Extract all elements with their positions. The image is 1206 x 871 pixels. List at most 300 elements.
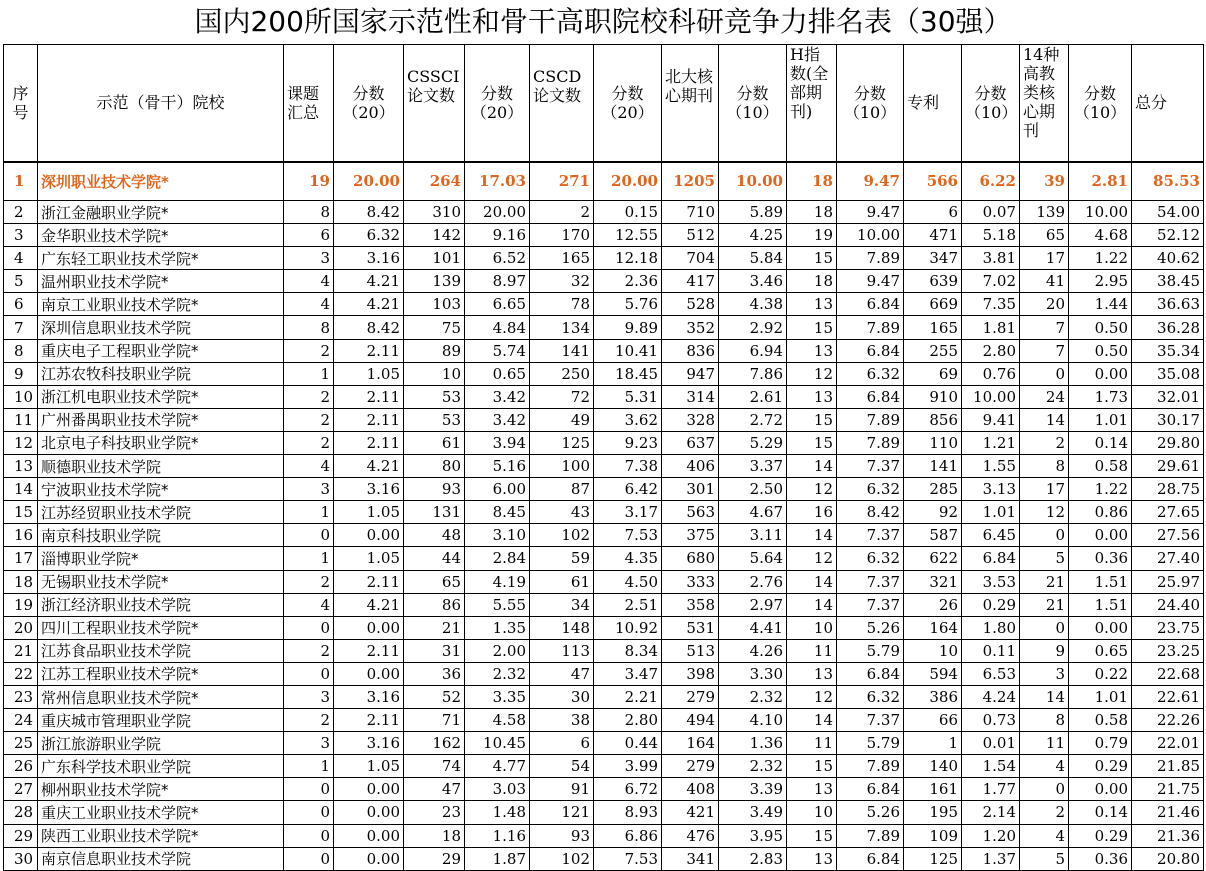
cell-projects-score: 8.42 [334,316,404,339]
cell-rank: 22 [4,662,38,685]
cell-rank: 29 [4,824,38,847]
cell-pku-core-score: 4.41 [719,616,787,639]
cell-h-index: 16 [787,501,837,524]
header-patents: 专利 [904,45,962,162]
cell-higher-ed-score: 4.68 [1069,224,1132,247]
cell-projects-score: 4.21 [334,455,404,478]
cell-projects: 0 [284,662,334,685]
cell-total: 27.65 [1132,501,1204,524]
cell-pku-core-score: 1.36 [719,732,787,755]
cell-h-index: 13 [787,385,837,408]
cell-patents: 109 [904,824,962,847]
cell-projects: 1 [284,501,334,524]
cell-patents: 669 [904,293,962,316]
cell-patents-score: 4.24 [962,685,1020,708]
cell-higher-ed-score: 10.00 [1069,201,1132,224]
cell-cscd: 59 [530,547,594,570]
table-row [4,201,1204,224]
cell-rank: 4 [4,247,38,270]
cell-pku-core: 1205 [662,162,719,201]
cell-school: 江苏经贸职业技术学院 [38,501,284,524]
cell-cssci-score: 0.65 [465,362,530,385]
cell-patents: 140 [904,755,962,778]
cell-cscd: 87 [530,478,594,501]
cell-h-index: 12 [787,478,837,501]
cell-pku-core: 947 [662,362,719,385]
cell-patents-score: 1.20 [962,824,1020,847]
cell-total: 21.85 [1132,755,1204,778]
table-row [4,316,1204,339]
cell-h-index-score: 9.47 [837,201,904,224]
cell-cssci-score: 9.16 [465,224,530,247]
cell-projects-score: 0.00 [334,778,404,801]
header-cscd: CSCD论文数 [530,45,594,162]
cell-projects: 2 [284,639,334,662]
cell-cscd-score: 4.35 [594,547,662,570]
cell-h-index: 11 [787,639,837,662]
cell-higher-ed-score: 0.36 [1069,847,1132,870]
table-row [4,662,1204,685]
cell-higher-ed-score: 2.81 [1069,162,1132,201]
cell-pku-core-score: 4.26 [719,639,787,662]
cell-cscd: 32 [530,270,594,293]
cell-h-index: 13 [787,662,837,685]
cell-patents-score: 1.01 [962,501,1020,524]
table-row [4,801,1204,824]
cell-h-index-score: 7.89 [837,247,904,270]
cell-patents: 347 [904,247,962,270]
cell-cscd: 121 [530,801,594,824]
cell-cssci: 36 [404,662,465,685]
cell-h-index: 13 [787,293,837,316]
cell-cscd-score: 9.23 [594,431,662,454]
cell-pku-core: 408 [662,778,719,801]
cell-rank: 27 [4,778,38,801]
cell-patents: 856 [904,408,962,431]
cell-cssci-score: 8.97 [465,270,530,293]
cell-rank: 17 [4,547,38,570]
cell-cssci-score: 4.77 [465,755,530,778]
cell-cscd: 102 [530,847,594,870]
cell-pku-core: 375 [662,524,719,547]
cell-h-index-score: 6.84 [837,293,904,316]
cell-cssci: 93 [404,478,465,501]
cell-school: 广东科学技术职业学院 [38,755,284,778]
cell-higher-ed-score: 0.00 [1069,778,1132,801]
cell-cscd-score: 12.18 [594,247,662,270]
cell-higher-ed-score: 0.58 [1069,455,1132,478]
table-row [4,524,1204,547]
cell-projects: 2 [284,570,334,593]
cell-projects: 4 [284,293,334,316]
cell-total: 27.56 [1132,524,1204,547]
cell-projects-score: 1.05 [334,362,404,385]
cell-patents-score: 0.01 [962,732,1020,755]
cell-patents-score: 6.53 [962,662,1020,685]
header-total: 总分 [1132,45,1204,162]
cell-cssci: 53 [404,385,465,408]
cell-cscd: 102 [530,524,594,547]
cell-rank: 21 [4,639,38,662]
table-row [4,270,1204,293]
cell-higher-ed-journals: 24 [1020,385,1069,408]
cell-projects: 2 [284,709,334,732]
table-row [4,224,1204,247]
cell-projects: 2 [284,385,334,408]
table-row [4,755,1204,778]
cell-rank: 5 [4,270,38,293]
cell-pku-core-score: 4.10 [719,709,787,732]
cell-higher-ed-journals: 2 [1020,801,1069,824]
cell-patents-score: 10.00 [962,385,1020,408]
cell-projects-score: 4.21 [334,293,404,316]
cell-higher-ed-journals: 2 [1020,431,1069,454]
cell-cscd: 91 [530,778,594,801]
cell-cscd: 6 [530,732,594,755]
table-row [4,408,1204,431]
cell-patents: 471 [904,224,962,247]
cell-total: 21.46 [1132,801,1204,824]
cell-school: 重庆电子工程职业学院* [38,339,284,362]
cell-cssci: 21 [404,616,465,639]
cell-patents: 386 [904,685,962,708]
header-cscd-score: 分数（20） [594,45,662,162]
header-row [4,45,1204,162]
cell-higher-ed-journals: 0 [1020,524,1069,547]
cell-total: 22.01 [1132,732,1204,755]
cell-higher-ed-score: 0.29 [1069,755,1132,778]
cell-projects-score: 2.11 [334,431,404,454]
cell-higher-ed-score: 0.00 [1069,616,1132,639]
cell-rank: 11 [4,408,38,431]
cell-rank: 12 [4,431,38,454]
cell-h-index-score: 6.84 [837,662,904,685]
cell-pku-core-score: 5.89 [719,201,787,224]
cell-pku-core: 421 [662,801,719,824]
cell-pku-core-score: 6.94 [719,339,787,362]
table-row [4,339,1204,362]
cell-cssci: 139 [404,270,465,293]
cell-higher-ed-journals: 5 [1020,547,1069,570]
cell-higher-ed-score: 0.58 [1069,709,1132,732]
cell-higher-ed-journals: 5 [1020,847,1069,870]
cell-pku-core: 398 [662,662,719,685]
cell-patents: 587 [904,524,962,547]
cell-rank: 10 [4,385,38,408]
cell-total: 29.61 [1132,455,1204,478]
cell-h-index: 10 [787,616,837,639]
cell-cssci-score: 3.10 [465,524,530,547]
cell-cscd-score: 3.62 [594,408,662,431]
cell-higher-ed-journals: 4 [1020,824,1069,847]
header-pku-core-score: 分数（10） [719,45,787,162]
cell-cssci-score: 17.03 [465,162,530,201]
cell-patents: 164 [904,616,962,639]
cell-school: 南京工业职业技术学院* [38,293,284,316]
cell-higher-ed-score: 0.14 [1069,801,1132,824]
table-row [4,162,1204,201]
cell-higher-ed-journals: 41 [1020,270,1069,293]
cell-cssci: 310 [404,201,465,224]
cell-pku-core-score: 2.32 [719,685,787,708]
cell-rank: 7 [4,316,38,339]
cell-projects-score: 20.00 [334,162,404,201]
cell-pku-core: 563 [662,501,719,524]
cell-cscd-score: 9.89 [594,316,662,339]
cell-projects: 0 [284,847,334,870]
cell-cssci-score: 3.42 [465,408,530,431]
cell-cssci: 162 [404,732,465,755]
cell-pku-core: 513 [662,639,719,662]
cell-h-index-score: 5.26 [837,801,904,824]
cell-patents-score: 0.73 [962,709,1020,732]
cell-higher-ed-journals: 17 [1020,247,1069,270]
cell-total: 20.80 [1132,847,1204,870]
cell-higher-ed-journals: 17 [1020,478,1069,501]
header-projects-score: 分数（20） [334,45,404,162]
cell-cscd: 250 [530,362,594,385]
cell-patents: 66 [904,709,962,732]
cell-school: 深圳信息职业技术学院 [38,316,284,339]
cell-pku-core: 680 [662,547,719,570]
cell-pku-core: 637 [662,431,719,454]
cell-patents-score: 1.77 [962,778,1020,801]
cell-cssci-score: 2.84 [465,547,530,570]
cell-cssci-score: 4.19 [465,570,530,593]
cell-h-index: 14 [787,570,837,593]
cell-h-index-score: 7.89 [837,824,904,847]
cell-patents-score: 1.81 [962,316,1020,339]
cell-cssci: 23 [404,801,465,824]
cell-cscd: 43 [530,501,594,524]
cell-school: 江苏食品职业技术学院 [38,639,284,662]
cell-h-index-score: 7.89 [837,408,904,431]
cell-patents-score: 1.55 [962,455,1020,478]
cell-h-index-score: 6.84 [837,778,904,801]
cell-cscd: 47 [530,662,594,685]
cell-cscd-score: 8.93 [594,801,662,824]
cell-total: 23.75 [1132,616,1204,639]
cell-rank: 1 [4,162,38,201]
cell-school: 浙江经济职业技术学院 [38,593,284,616]
cell-higher-ed-score: 0.79 [1069,732,1132,755]
cell-patents-score: 3.53 [962,570,1020,593]
cell-total: 85.53 [1132,162,1204,201]
cell-pku-core: 301 [662,478,719,501]
cell-higher-ed-score: 1.73 [1069,385,1132,408]
table-row [4,616,1204,639]
cell-patents-score: 1.80 [962,616,1020,639]
cell-higher-ed-score: 0.86 [1069,501,1132,524]
cell-projects-score: 3.16 [334,732,404,755]
cell-higher-ed-score: 0.50 [1069,339,1132,362]
cell-cscd: 170 [530,224,594,247]
cell-cscd: 30 [530,685,594,708]
cell-cssci-score: 1.16 [465,824,530,847]
cell-cssci-score: 4.84 [465,316,530,339]
cell-h-index-score: 7.37 [837,709,904,732]
cell-pku-core-score: 2.83 [719,847,787,870]
cell-school: 浙江金融职业学院* [38,201,284,224]
page-title: 国内200所国家示范性和骨干高职院校科研竞争力排名表（30强） [194,5,1012,38]
cell-higher-ed-journals: 0 [1020,362,1069,385]
cell-school: 北京电子科技职业学院* [38,431,284,454]
cell-pku-core: 531 [662,616,719,639]
cell-cscd: 72 [530,385,594,408]
cell-higher-ed-score: 0.14 [1069,431,1132,454]
cell-pku-core-score: 2.72 [719,408,787,431]
cell-rank: 6 [4,293,38,316]
cell-h-index-score: 8.42 [837,501,904,524]
header-h-index-score: 分数（10） [837,45,904,162]
header-higher-ed-journals: 14种高教类核心期刊 [1020,45,1069,162]
cell-projects-score: 2.11 [334,385,404,408]
cell-pku-core: 512 [662,224,719,247]
table-row [4,362,1204,385]
table-row [4,570,1204,593]
cell-pku-core: 476 [662,824,719,847]
cell-rank: 16 [4,524,38,547]
cell-higher-ed-journals: 0 [1020,778,1069,801]
cell-total: 21.36 [1132,824,1204,847]
cell-higher-ed-journals: 7 [1020,316,1069,339]
cell-school: 柳州职业技术学院* [38,778,284,801]
cell-cscd: 93 [530,824,594,847]
table-row [4,385,1204,408]
cell-cscd-score: 12.55 [594,224,662,247]
cell-cssci-score: 5.55 [465,593,530,616]
table-row [4,501,1204,524]
cell-higher-ed-score: 1.22 [1069,478,1132,501]
cell-projects: 8 [284,201,334,224]
cell-pku-core-score: 3.49 [719,801,787,824]
cell-total: 54.00 [1132,201,1204,224]
cell-patents: 125 [904,847,962,870]
cell-cscd: 125 [530,431,594,454]
cell-patents-score: 3.13 [962,478,1020,501]
cell-h-index: 11 [787,732,837,755]
cell-cscd-score: 2.51 [594,593,662,616]
cell-h-index: 14 [787,524,837,547]
header-projects: 课题汇总 [284,45,334,162]
cell-cscd-score: 2.80 [594,709,662,732]
cell-patents-score: 0.29 [962,593,1020,616]
cell-patents: 161 [904,778,962,801]
cell-cssci: 29 [404,847,465,870]
cell-cscd-score: 2.21 [594,685,662,708]
table-row [4,847,1204,870]
cell-patents: 639 [904,270,962,293]
cell-pku-core-score: 2.61 [719,385,787,408]
cell-school: 浙江旅游职业学院 [38,732,284,755]
cell-rank: 15 [4,501,38,524]
cell-cscd: 148 [530,616,594,639]
cell-projects: 3 [284,478,334,501]
cell-pku-core: 710 [662,201,719,224]
cell-higher-ed-score: 0.29 [1069,824,1132,847]
cell-h-index-score: 5.79 [837,639,904,662]
cell-school: 顺德职业技术学院 [38,455,284,478]
cell-rank: 20 [4,616,38,639]
cell-total: 38.45 [1132,270,1204,293]
cell-cscd: 34 [530,593,594,616]
cell-pku-core-score: 4.25 [719,224,787,247]
cell-projects: 4 [284,455,334,478]
cell-higher-ed-journals: 65 [1020,224,1069,247]
cell-h-index-score: 7.37 [837,570,904,593]
cell-h-index: 13 [787,778,837,801]
cell-cssci-score: 1.35 [465,616,530,639]
cell-higher-ed-journals: 7 [1020,339,1069,362]
cell-projects-score: 4.21 [334,593,404,616]
cell-rank: 8 [4,339,38,362]
cell-h-index: 15 [787,755,837,778]
cell-cscd-score: 8.34 [594,639,662,662]
cell-cscd-score: 0.15 [594,201,662,224]
ranking-table [3,44,1204,871]
cell-cssci: 61 [404,431,465,454]
cell-h-index: 18 [787,162,837,201]
cell-total: 28.75 [1132,478,1204,501]
cell-pku-core-score: 3.37 [719,455,787,478]
cell-school: 无锡职业技术学院* [38,570,284,593]
table-row [4,593,1204,616]
cell-pku-core-score: 2.92 [719,316,787,339]
cell-cscd: 2 [530,201,594,224]
cell-higher-ed-journals: 4 [1020,755,1069,778]
cell-cssci-score: 8.45 [465,501,530,524]
cell-h-index-score: 7.89 [837,431,904,454]
cell-school: 重庆工业职业技术学院* [38,801,284,824]
cell-projects-score: 3.16 [334,247,404,270]
cell-rank: 30 [4,847,38,870]
cell-cssci-score: 10.45 [465,732,530,755]
cell-projects-score: 0.00 [334,801,404,824]
cell-cscd: 134 [530,316,594,339]
cell-patents: 69 [904,362,962,385]
cell-cscd: 61 [530,570,594,593]
cell-higher-ed-journals: 3 [1020,662,1069,685]
cell-school: 浙江机电职业技术学院* [38,385,284,408]
cell-cscd-score: 10.92 [594,616,662,639]
cell-h-index: 14 [787,455,837,478]
cell-h-index: 15 [787,408,837,431]
cell-cssci: 74 [404,755,465,778]
cell-rank: 18 [4,570,38,593]
cell-projects-score: 2.11 [334,570,404,593]
table-row [4,547,1204,570]
cell-pku-core: 164 [662,732,719,755]
cell-cscd: 165 [530,247,594,270]
cell-higher-ed-score: 1.51 [1069,570,1132,593]
cell-higher-ed-journals: 39 [1020,162,1069,201]
cell-rank: 2 [4,201,38,224]
cell-projects-score: 6.32 [334,224,404,247]
cell-pku-core-score: 4.67 [719,501,787,524]
cell-projects: 0 [284,778,334,801]
cell-cscd-score: 6.86 [594,824,662,847]
cell-cscd-score: 18.45 [594,362,662,385]
cell-patents: 141 [904,455,962,478]
cell-higher-ed-score: 1.01 [1069,685,1132,708]
cell-cssci-score: 1.48 [465,801,530,824]
cell-projects-score: 2.11 [334,408,404,431]
cell-higher-ed-score: 1.51 [1069,593,1132,616]
cell-cssci-score: 2.32 [465,662,530,685]
cell-projects: 3 [284,685,334,708]
cell-higher-ed-score: 1.22 [1069,247,1132,270]
cell-pku-core-score: 7.86 [719,362,787,385]
